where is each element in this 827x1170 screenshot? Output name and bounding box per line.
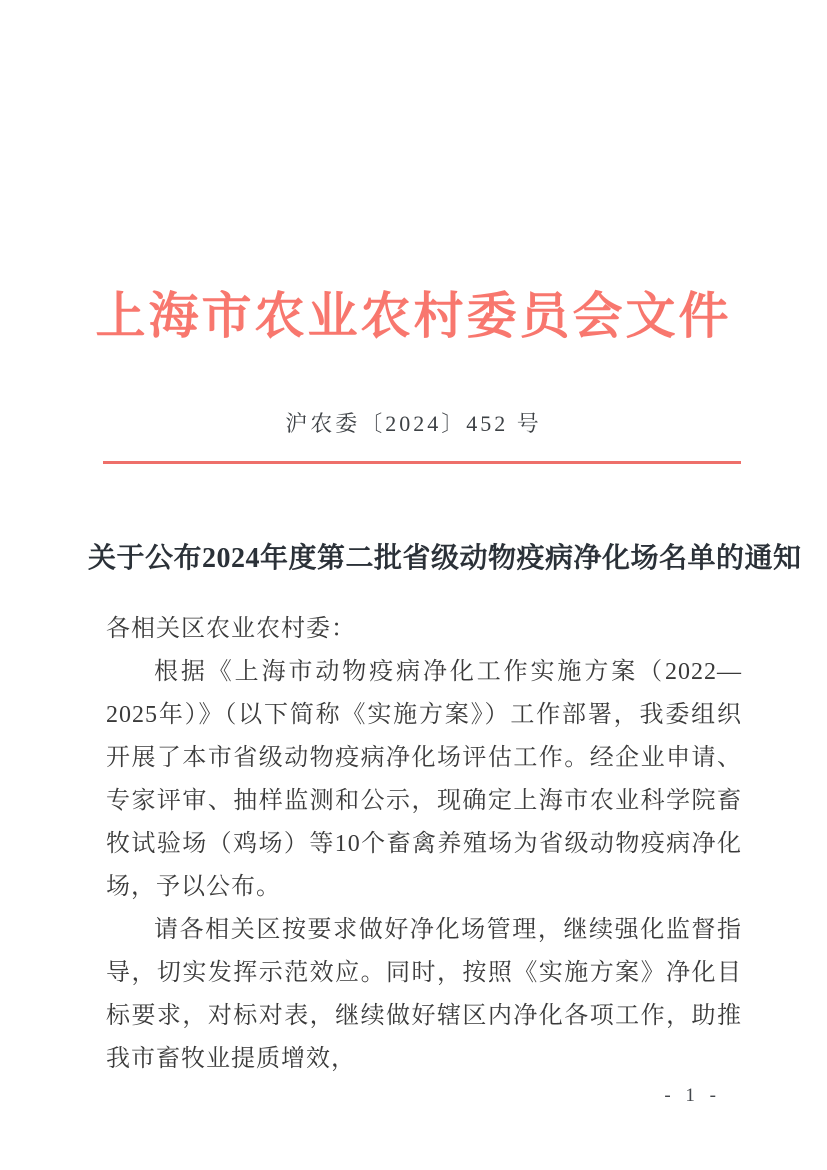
document-number: 沪农委〔2024〕452 号	[285, 411, 542, 436]
document-title: 关于公布2024年度第二批省级动物疫病净化场名单的通知	[88, 543, 802, 574]
body-paragraph: 根据《上海市动物疫病净化工作实施方案（2022—2025年）》（以下简称《实施方案》）工作部署，我委组织开展了本市省级动物疫病净化场评估工作。经企业申请、专家评审、抽样监测和公示，现确定上海市农业科学院畜牧试验场（鸡场）等10个畜禽养殖场为省级动物疫病净化场，予以公布。	[106, 659, 742, 900]
page-number: - 1 -	[664, 1085, 721, 1106]
body-paragraph: 请各相关区按要求做好净化场管理，继续强化监督指导，切实发挥示范效应。同时，按照《实施方案》净化目标要求，对标对表，继续做好辖区内净化各项工作，助推我市畜牧业提质增效，	[106, 917, 742, 1072]
salutation: 各相关区农业农村委：	[106, 616, 356, 642]
document-body	[106, 608, 742, 1081]
letterhead-divider-line	[103, 461, 741, 464]
letterhead-org-title: 上海市农业农村委员会文件	[95, 288, 732, 344]
